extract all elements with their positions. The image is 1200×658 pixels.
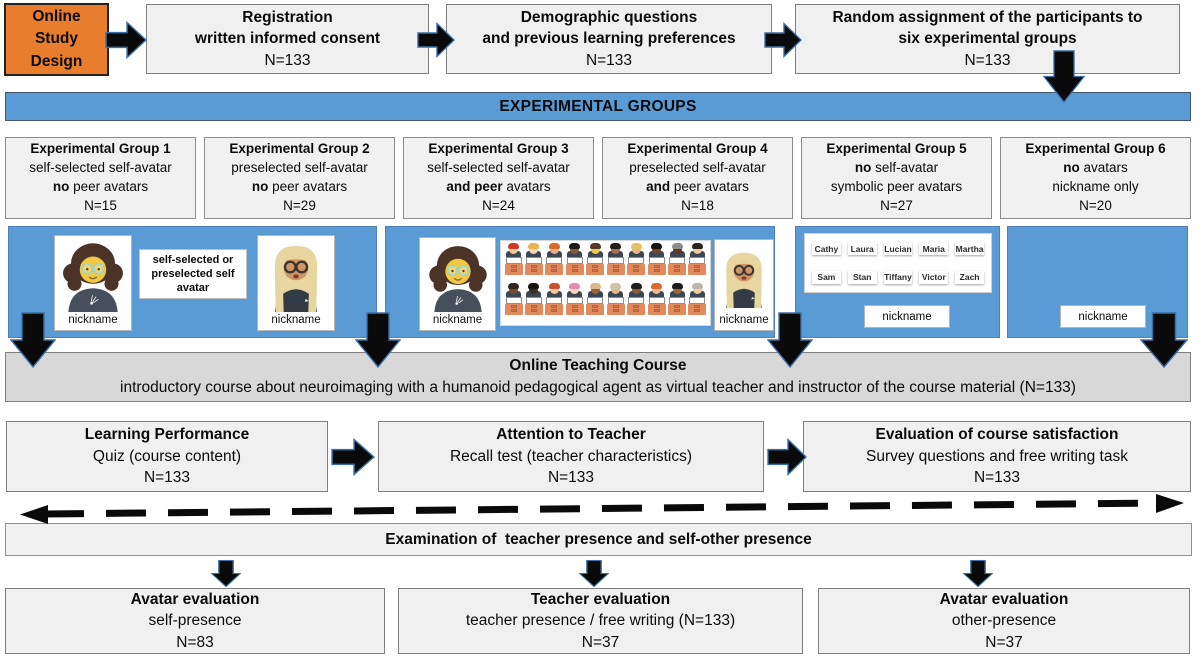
group-line: preselected self-avatar — [629, 160, 766, 176]
flow-box-random-assignment — [795, 4, 1180, 74]
peer-name-chip: Laura — [848, 242, 877, 255]
assessment-title: Attention to Teacher — [496, 426, 646, 444]
group-box-5 — [801, 137, 992, 219]
peer-student-figure — [688, 285, 707, 321]
flow-box-registration — [146, 4, 429, 74]
evaluation-title: Teacher evaluation — [530, 590, 671, 608]
group-box-3 — [403, 137, 594, 219]
flow-arrow-down-icon — [1043, 50, 1085, 103]
flow-arrow-down-icon — [1140, 312, 1188, 368]
peer-student-figure — [524, 285, 543, 321]
flow-arrow-down-icon — [355, 312, 401, 368]
group-n: N=24 — [482, 197, 515, 213]
flow-arrow-right-icon — [767, 438, 807, 476]
group-line: nickname only — [1052, 179, 1139, 194]
peer-student-figure — [668, 245, 687, 281]
group-line: and peer avatars — [446, 179, 551, 194]
evaluation-title: Avatar evaluation — [939, 590, 1069, 608]
group-box-2 — [204, 137, 395, 219]
evaluation-subtitle: teacher presence / free writing (N=133) — [465, 612, 736, 630]
peer-student-figure — [627, 285, 646, 321]
group-n: N=29 — [283, 197, 316, 213]
evaluation-n: N=37 — [581, 633, 620, 651]
peer-name-chip: Cathy — [812, 242, 841, 255]
blonde-avatar-icon — [260, 238, 332, 312]
flow-arrow-right-icon — [417, 22, 455, 58]
nickname-label: nickname — [68, 313, 118, 326]
peer-student-figure — [504, 245, 523, 281]
group-title: Experimental Group 4 — [627, 141, 768, 157]
peer-student-figure — [668, 285, 687, 321]
assessment-box-learning-performance — [6, 421, 328, 492]
online-teaching-course-bar — [5, 352, 1191, 402]
flow-arrow-down-icon — [211, 560, 241, 587]
self-avatar-card — [419, 237, 496, 331]
group-line: self-selected self-avatar — [29, 160, 172, 176]
peer-student-figure — [545, 285, 564, 321]
peer-name-chip: Maria — [919, 242, 948, 255]
dashed-double-arrow-icon — [10, 494, 1192, 524]
group-title: Experimental Group 1 — [30, 141, 171, 157]
group-n: N=15 — [84, 197, 117, 213]
assessment-n: N=133 — [143, 469, 191, 487]
assessment-box-attention-to-teacher — [378, 421, 764, 492]
peer-student-figure — [565, 285, 584, 321]
peer-student-figure — [627, 245, 646, 281]
evaluation-box-avatar-self — [5, 588, 385, 654]
nickname-label: nickname — [719, 313, 769, 326]
group-box-6 — [1000, 137, 1191, 219]
flow-box-n: N=133 — [964, 51, 1011, 69]
avatar-note-text: self-selected or preselected self avatar — [151, 253, 235, 295]
examination-label: Examination of teacher presence and self-other presence — [385, 530, 812, 548]
avatar-panel-group-5 — [795, 226, 1000, 338]
course-subtitle: introductory course about neuroimaging with a humanoid pedagogical agent as virtual teacher and instructor of the course material (N=133) — [120, 379, 1076, 396]
peer-name-chip: Stan — [848, 271, 877, 284]
group-n: N=18 — [681, 197, 714, 213]
peer-student-figure — [647, 285, 666, 321]
peer-student-figure — [647, 245, 666, 281]
assessment-subtitle: Quiz (course content) — [92, 447, 242, 465]
nickname-label: nickname — [882, 310, 932, 323]
nickname-label: nickname — [271, 313, 321, 326]
nickname-label: nickname — [1078, 310, 1128, 323]
assessment-box-course-satisfaction — [803, 421, 1191, 492]
start-box — [4, 3, 109, 76]
peer-name-chip: Zach — [955, 271, 984, 284]
group-line: no avatars — [1063, 160, 1128, 176]
flow-arrow-right-icon — [764, 22, 802, 58]
assessment-title: Learning Performance — [84, 426, 250, 444]
peer-name-grid — [804, 233, 992, 293]
flow-box-title: Registration — [242, 8, 333, 26]
flow-arrow-down-icon — [10, 312, 56, 368]
self-avatar-card — [257, 235, 335, 331]
peer-student-figure — [524, 245, 543, 281]
curly-hair-avatar-icon — [57, 238, 129, 312]
start-box-line: Online — [32, 7, 81, 25]
nickname-box — [1060, 305, 1146, 328]
self-avatar-card — [54, 235, 132, 331]
group-title: Experimental Group 5 — [826, 141, 967, 157]
avatar-panel-groups-1-2 — [8, 226, 377, 338]
peer-name-chip: Tiffany — [884, 272, 912, 282]
experimental-groups-row — [5, 137, 1191, 219]
peer-name-chip: Martha — [955, 243, 984, 254]
curly-hair-avatar-icon — [423, 241, 493, 312]
group-line: no peer avatars — [251, 179, 348, 194]
start-box-line: Design — [30, 52, 83, 70]
flow-box-subtitle: written informed consent — [194, 30, 381, 48]
assessment-title: Evaluation of course satisfaction — [875, 426, 1119, 444]
evaluation-n: N=83 — [176, 633, 214, 651]
flow-arrow-down-icon — [767, 312, 813, 368]
assessment-subtitle: Recall test (teacher characteristics) — [449, 447, 693, 465]
peer-student-figure — [504, 285, 523, 321]
peer-student-figure — [586, 245, 605, 281]
peer-student-figure — [586, 285, 605, 321]
assessment-subtitle: Survey questions and free writing task — [866, 447, 1128, 465]
group-title: Experimental Group 6 — [1025, 141, 1166, 157]
flow-box-title: Random assignment of the participants to — [832, 8, 1143, 26]
flow-arrow-right-icon — [105, 21, 147, 59]
avatar-panel-groups-3-4 — [385, 226, 775, 338]
group-n: N=20 — [1079, 197, 1112, 213]
start-box-line: Study — [34, 30, 79, 48]
peer-name-chip: Sam — [812, 271, 841, 284]
evaluation-subtitle: self-presence — [148, 612, 242, 630]
group-line: self-selected self-avatar — [427, 160, 570, 176]
examination-bar — [5, 523, 1192, 556]
experimental-groups-banner — [5, 92, 1191, 121]
flow-box-n: N=133 — [264, 51, 311, 69]
peer-classroom — [500, 240, 711, 326]
peer-name-chip: Lucian — [884, 243, 912, 254]
group-line: symbolic peer avatars — [830, 179, 963, 194]
flow-arrow-right-icon — [331, 438, 375, 476]
group-box-4 — [602, 137, 793, 219]
assessment-n: N=133 — [547, 469, 595, 487]
evaluation-title: Avatar evaluation — [130, 590, 260, 608]
flow-box-n: N=133 — [585, 51, 633, 69]
nickname-label: nickname — [432, 313, 483, 326]
flow-box-subtitle: and previous learning preferences — [482, 30, 736, 48]
assessment-n: N=133 — [973, 469, 1021, 487]
group-n: N=27 — [880, 197, 913, 213]
peer-student-figure — [545, 245, 564, 281]
nickname-box — [864, 305, 950, 328]
evaluation-n: N=37 — [985, 633, 1023, 651]
peer-student-figure — [688, 245, 707, 281]
peer-name-chip: Victor — [919, 271, 948, 284]
avatar-note-box — [139, 249, 247, 299]
blonde-avatar-icon — [716, 242, 772, 312]
flow-box-title: Demographic questions — [520, 8, 698, 26]
peer-student-figure — [565, 245, 584, 281]
flow-box-demographics — [446, 4, 772, 74]
evaluation-box-avatar-other — [818, 588, 1190, 654]
flow-box-subtitle: six experimental groups — [898, 30, 1077, 48]
peer-student-figure — [606, 245, 625, 281]
group-line: no self-avatar — [854, 160, 939, 176]
course-title: Online Teaching Course — [509, 356, 687, 374]
flow-arrow-down-icon — [579, 560, 609, 587]
group-box-1 — [5, 137, 196, 219]
group-line: and peer avatars — [646, 179, 749, 194]
group-title: Experimental Group 2 — [229, 141, 370, 157]
group-title: Experimental Group 3 — [428, 141, 569, 157]
group-line: no peer avatars — [52, 179, 149, 194]
flow-arrow-down-icon — [963, 560, 993, 587]
group-line: preselected self-avatar — [231, 160, 368, 176]
peer-student-figure — [606, 285, 625, 321]
self-avatar-card — [714, 239, 774, 331]
evaluation-subtitle: other-presence — [951, 612, 1057, 630]
evaluation-box-teacher — [398, 588, 803, 654]
banner-label: EXPERIMENTAL GROUPS — [499, 97, 697, 115]
